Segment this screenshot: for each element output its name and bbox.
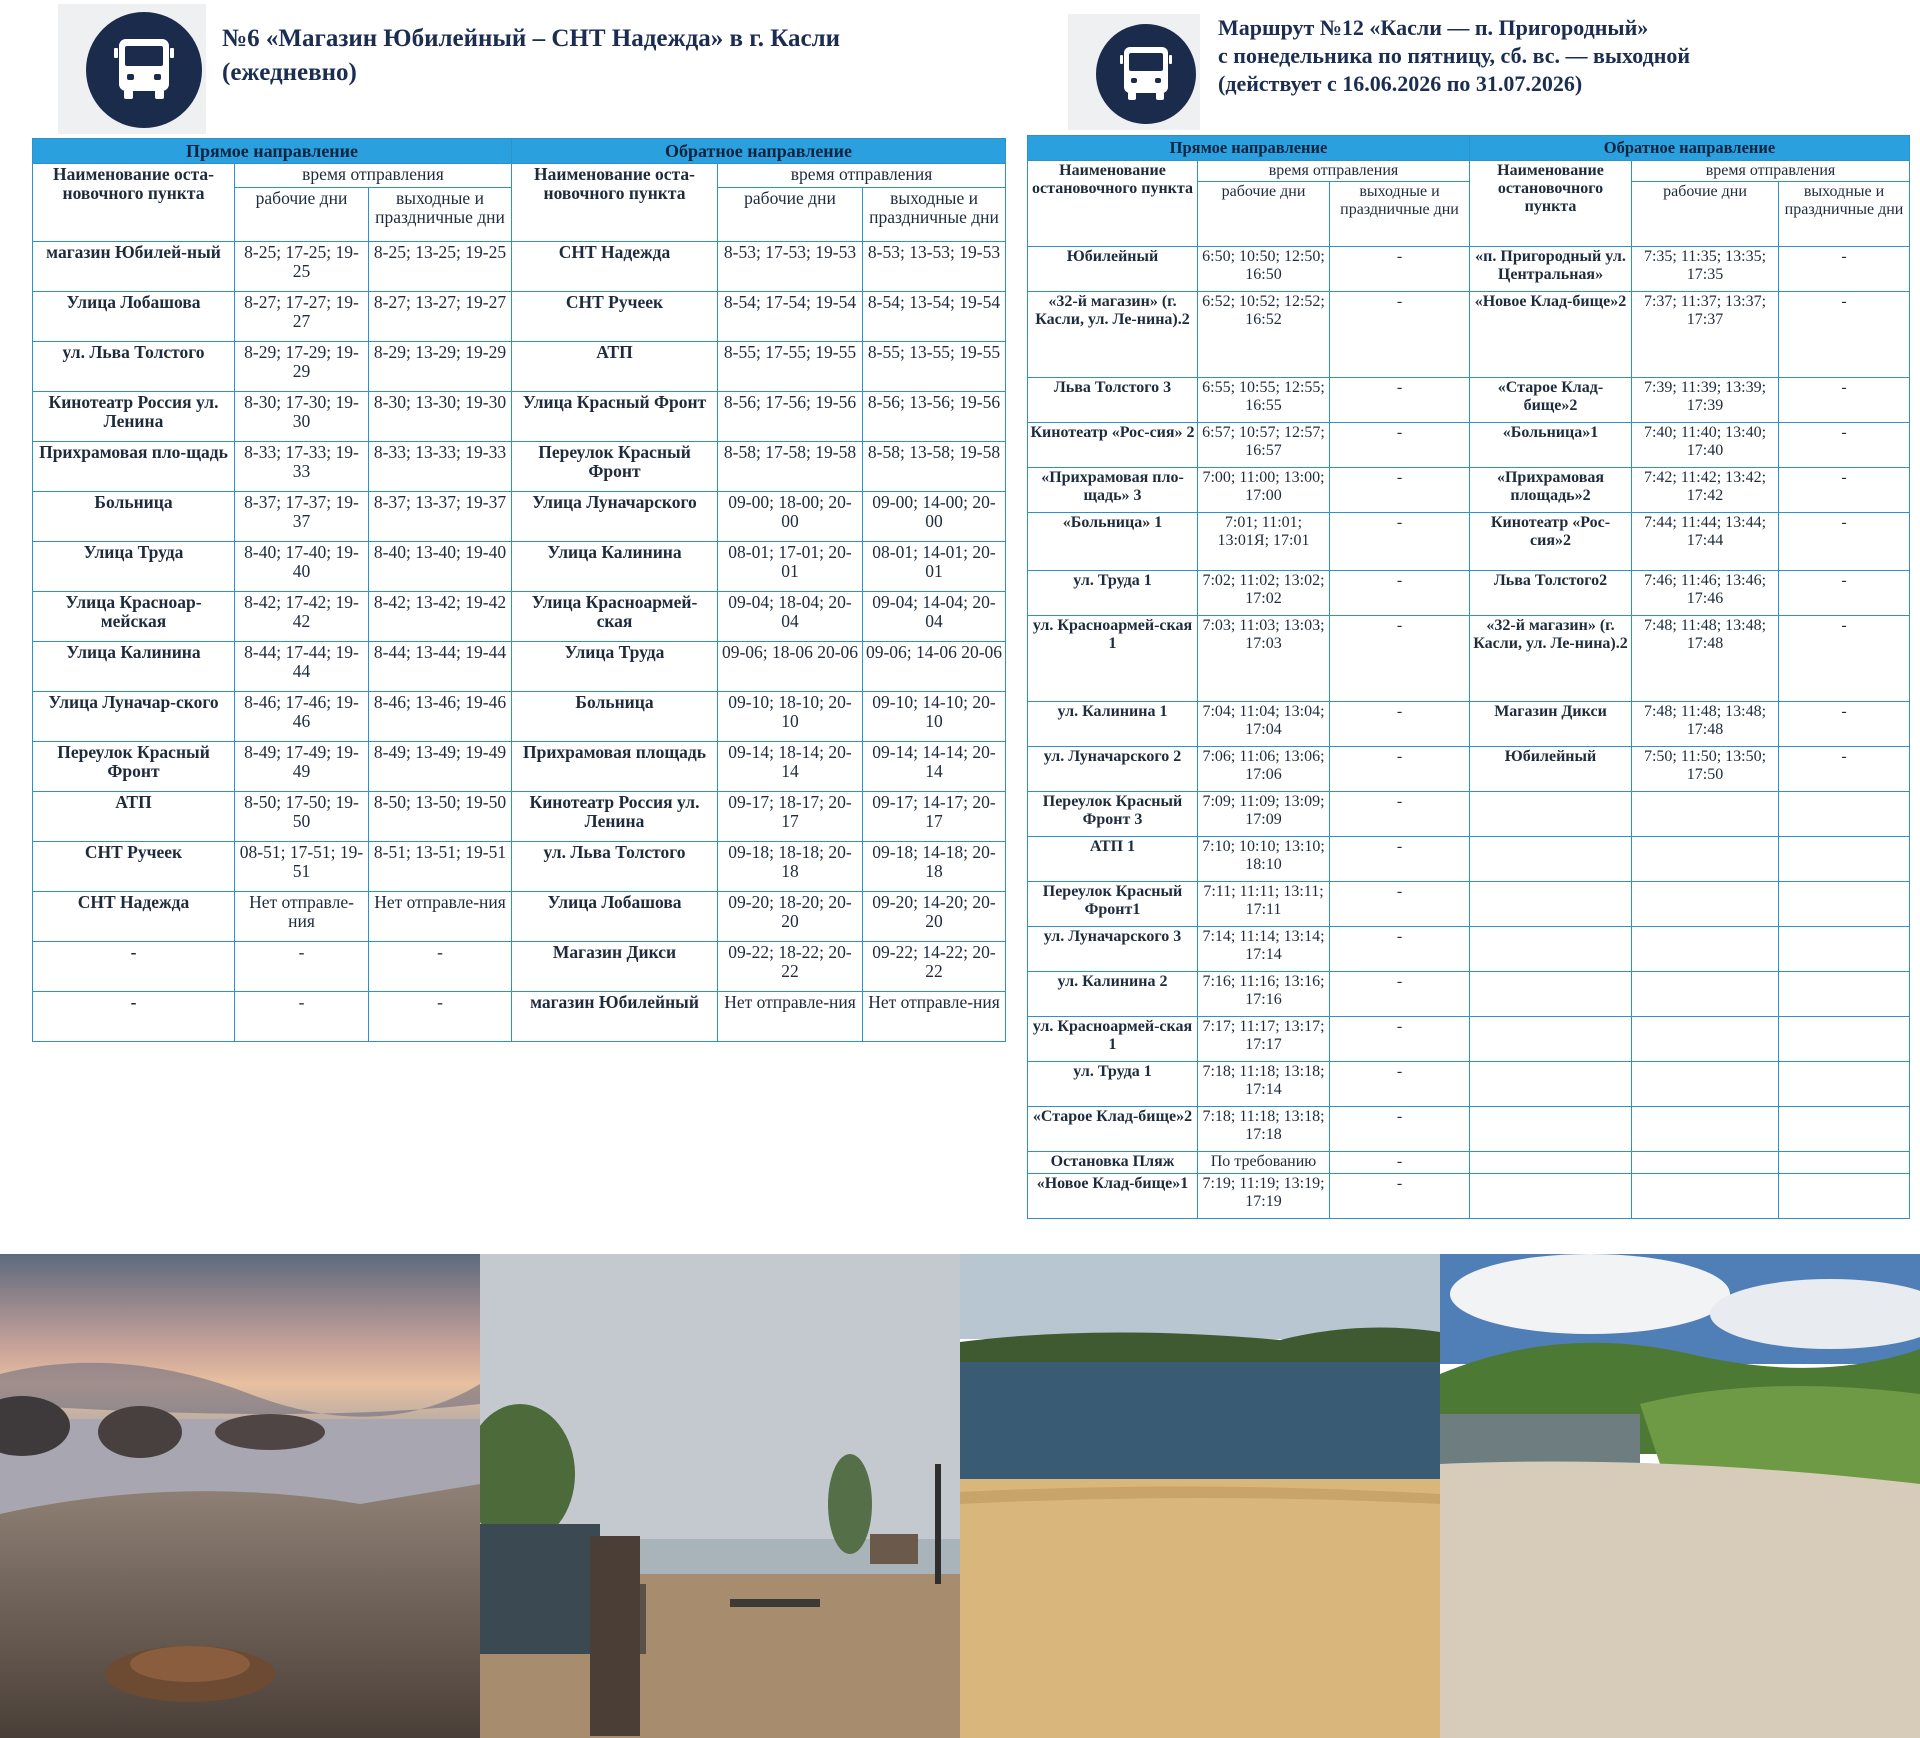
schedule-row: [1028, 747, 1910, 792]
forward-workdays-cell: 7:18; 11:18; 13:18; 17:18: [1198, 1107, 1330, 1152]
forward-weekends-cell: 8-51; 13-51; 19-51: [369, 842, 512, 892]
forward-workdays-cell: 8-29; 17-29; 19-29: [235, 342, 369, 392]
backward-workdays-cell: 7:48; 11:48; 13:48; 17:48: [1632, 702, 1779, 747]
forward-workdays-cell: 8-37; 17-37; 19-37: [235, 492, 369, 542]
forward-stop-cell: Переулок Красный Фронт: [33, 742, 235, 792]
forward-weekends-cell: -: [1330, 882, 1470, 927]
backward-weekends-cell: [1779, 1017, 1910, 1062]
forward-weekends-cell: -: [1330, 1062, 1470, 1107]
schedule-row: [33, 842, 1006, 892]
backward-workdays-cell: 09-22; 18-22; 20-22: [718, 942, 863, 992]
forward-stop-cell: ул. Калинина 1: [1028, 702, 1198, 747]
backward-weekends-cell: 09-10; 14-10; 20-10: [863, 692, 1006, 742]
backward-stop-cell: [1470, 792, 1632, 837]
forward-weekends-cell: -: [1330, 468, 1470, 513]
lake-sunset-photo: [0, 1254, 480, 1738]
schedule-row: [1028, 1017, 1910, 1062]
backward-stop-cell: Юбилейный: [1470, 747, 1632, 792]
forward-weekends-cell: 8-25; 13-25; 19-25: [369, 242, 512, 292]
forward-workdays-cell: По требованию: [1198, 1152, 1330, 1174]
schedule-row: [1028, 792, 1910, 837]
forward-stop-cell: Кинотеатр Россия ул. Ленина: [33, 392, 235, 442]
backward-weekends-cell: 8-56; 13-56; 19-56: [863, 392, 1006, 442]
schedule-row: [33, 992, 1006, 1042]
forward-stop-cell: СНТ Ручеек: [33, 842, 235, 892]
route12-forward-direction-header: Прямое направление: [1028, 136, 1470, 161]
route12-forward-time-header: время отправления: [1198, 161, 1470, 182]
backward-workdays-cell: 7:42; 11:42; 13:42; 17:42: [1632, 468, 1779, 513]
schedule-row: [33, 792, 1006, 842]
forward-weekends-cell: -: [1330, 837, 1470, 882]
forward-workdays-cell: 8-46; 17-46; 19-46: [235, 692, 369, 742]
route12-backward-time-header: время отправления: [1632, 161, 1910, 182]
backward-weekends-cell: 09-00; 14-00; 20-00: [863, 492, 1006, 542]
backward-weekends-cell: [1779, 792, 1910, 837]
backward-stop-cell: [1470, 927, 1632, 972]
backward-weekends-cell: 8-53; 13-53; 19-53: [863, 242, 1006, 292]
schedule-row: [1028, 513, 1910, 571]
route6-backward-direction-header: Обратное направление: [512, 139, 1006, 164]
route12-forward-weekends-header: выходные и праздничные дни: [1330, 182, 1470, 247]
route6-schedule-body: [33, 242, 1006, 1042]
backward-stop-cell: СНТ Ручеек: [512, 292, 718, 342]
forward-workdays-cell: 8-27; 17-27; 19-27: [235, 292, 369, 342]
backward-workdays-cell: 8-55; 17-55; 19-55: [718, 342, 863, 392]
backward-weekends-cell: [1779, 837, 1910, 882]
forward-stop-cell: «Больница» 1: [1028, 513, 1198, 571]
forward-stop-cell: «32-й магазин» (г. Касли, ул. Ле-нина).2: [1028, 292, 1198, 378]
backward-stop-cell: «Больница»1: [1470, 423, 1632, 468]
backward-weekends-cell: -: [1779, 513, 1910, 571]
forward-workdays-cell: Нет отправле-ния: [235, 892, 369, 942]
backward-stop-cell: АТП: [512, 342, 718, 392]
bus-icon: [1068, 14, 1200, 130]
forward-stop-cell: ул. Красноармей-ская 1: [1028, 1017, 1198, 1062]
forward-workdays-cell: 8-40; 17-40; 19-40: [235, 542, 369, 592]
route6-backward-time-header: время отправления: [718, 164, 1006, 188]
backward-weekends-cell: -: [1779, 747, 1910, 792]
schedule-row: [1028, 616, 1910, 702]
route12-title-line2: с понедельника по пятницу, сб. вс. — выходной: [1218, 43, 1691, 68]
route6-icon-box: [58, 4, 206, 134]
backward-workdays-cell: [1632, 1174, 1779, 1219]
backward-weekends-cell: -: [1779, 423, 1910, 468]
backward-weekends-cell: -: [1779, 378, 1910, 423]
route12-schedule-table: [1027, 135, 1910, 1219]
backward-weekends-cell: 09-17; 14-17; 20-17: [863, 792, 1006, 842]
forward-stop-cell: Больница: [33, 492, 235, 542]
backward-stop-cell: СНТ Надежда: [512, 242, 718, 292]
schedule-row: [1028, 1152, 1910, 1174]
schedule-row: [33, 492, 1006, 542]
forward-workdays-cell: 8-49; 17-49; 19-49: [235, 742, 369, 792]
backward-stop-cell: Магазин Дикси: [512, 942, 718, 992]
forward-weekends-cell: 8-50; 13-50; 19-50: [369, 792, 512, 842]
route12-backward-weekends-header: выходные и праздничные дни: [1779, 182, 1910, 247]
backward-weekends-cell: 09-22; 14-22; 20-22: [863, 942, 1006, 992]
backward-workdays-cell: 8-58; 17-58; 19-58: [718, 442, 863, 492]
backward-weekends-cell: -: [1779, 571, 1910, 616]
forward-workdays-cell: 7:19; 11:19; 13:19; 17:19: [1198, 1174, 1330, 1219]
forward-weekends-cell: 8-29; 13-29; 19-29: [369, 342, 512, 392]
backward-weekends-cell: [1779, 1062, 1910, 1107]
backward-stop-cell: Кинотеатр Россия ул. Ленина: [512, 792, 718, 842]
backward-stop-cell: «Старое Клад-бище»2: [1470, 378, 1632, 423]
backward-weekends-cell: -: [1779, 616, 1910, 702]
route6-backward-workdays-header: рабочие дни: [718, 188, 863, 242]
forward-weekends-cell: 8-30; 13-30; 19-30: [369, 392, 512, 442]
forward-stop-cell: -: [33, 942, 235, 992]
schedule-row: [33, 442, 1006, 492]
backward-workdays-cell: 08-01; 17-01; 20-01: [718, 542, 863, 592]
backward-stop-cell: Больница: [512, 692, 718, 742]
schedule-row: [1028, 468, 1910, 513]
backward-weekends-cell: 8-54; 13-54; 19-54: [863, 292, 1006, 342]
schedule-row: [33, 542, 1006, 592]
schedule-row: [1028, 1107, 1910, 1152]
backward-stop-cell: Улица Лобашова: [512, 892, 718, 942]
forward-stop-cell: Улица Красноар-мейская: [33, 592, 235, 642]
route12-backward-stop-column-header: Наименование остановочного пункта: [1470, 161, 1632, 247]
river-bank-photo: [1440, 1254, 1920, 1738]
forward-weekends-cell: -: [1330, 927, 1470, 972]
backward-workdays-cell: 7:50; 11:50; 13:50; 17:50: [1632, 747, 1779, 792]
forward-weekends-cell: -: [1330, 292, 1470, 378]
backward-stop-cell: [1470, 1152, 1632, 1174]
forward-stop-cell: Улица Лобашова: [33, 292, 235, 342]
backward-weekends-cell: -: [1779, 468, 1910, 513]
backward-stop-cell: Льва Толстого2: [1470, 571, 1632, 616]
forward-stop-cell: «Прихрамовая пло-щадь» 3: [1028, 468, 1198, 513]
route12-title: [1218, 14, 1918, 98]
forward-weekends-cell: 8-44; 13-44; 19-44: [369, 642, 512, 692]
backward-weekends-cell: -: [1779, 292, 1910, 378]
route12-schedule-body: [1028, 247, 1910, 1219]
forward-weekends-cell: -: [1330, 423, 1470, 468]
forward-stop-cell: Переулок Красный Фронт 3: [1028, 792, 1198, 837]
route6-forward-weekends-header: выходные и праздничные дни: [369, 188, 512, 242]
backward-workdays-cell: [1632, 1152, 1779, 1174]
forward-workdays-cell: -: [235, 992, 369, 1042]
backward-stop-cell: «п. Пригородный ул. Центральная»: [1470, 247, 1632, 292]
bus-icon: [58, 4, 206, 134]
backward-stop-cell: [1470, 882, 1632, 927]
schedule-row: [1028, 972, 1910, 1017]
route12-forward-stop-column-header: Наименование остановочного пункта: [1028, 161, 1198, 247]
forward-weekends-cell: -: [369, 992, 512, 1042]
beach-area-photo: [480, 1254, 960, 1738]
route6-title-line1: №6 «Магазин Юбилейный – СНТ Надежда» в г. Касли: [222, 25, 841, 52]
backward-stop-cell: Переулок Красный Фронт: [512, 442, 718, 492]
forward-stop-cell: Улица Луначар-ского: [33, 692, 235, 742]
forward-weekends-cell: 8-27; 13-27; 19-27: [369, 292, 512, 342]
forward-stop-cell: Переулок Красный Фронт1: [1028, 882, 1198, 927]
forward-workdays-cell: 7:18; 11:18; 13:18; 17:14: [1198, 1062, 1330, 1107]
backward-weekends-cell: 09-20; 14-20; 20-20: [863, 892, 1006, 942]
forward-weekends-cell: -: [1330, 972, 1470, 1017]
forward-weekends-cell: -: [1330, 247, 1470, 292]
schedule-row: [1028, 247, 1910, 292]
backward-stop-cell: Улица Труда: [512, 642, 718, 692]
forward-workdays-cell: 08-51; 17-51; 19-51: [235, 842, 369, 892]
backward-workdays-cell: 7:48; 11:48; 13:48; 17:48: [1632, 616, 1779, 702]
schedule-row: [33, 592, 1006, 642]
forward-weekends-cell: -: [1330, 1174, 1470, 1219]
schedule-row: [33, 942, 1006, 992]
backward-workdays-cell: 7:35; 11:35; 13:35; 17:35: [1632, 247, 1779, 292]
schedule-row: [1028, 882, 1910, 927]
backward-stop-cell: «Прихрамовая площадь»2: [1470, 468, 1632, 513]
backward-workdays-cell: 09-10; 18-10; 20-10: [718, 692, 863, 742]
forward-workdays-cell: 7:00; 11:00; 13:00; 17:00: [1198, 468, 1330, 513]
backward-stop-cell: Улица Красноармей-ская: [512, 592, 718, 642]
schedule-row: [1028, 378, 1910, 423]
backward-weekends-cell: Нет отправле-ния: [863, 992, 1006, 1042]
schedule-row: [1028, 571, 1910, 616]
backward-workdays-cell: [1632, 1062, 1779, 1107]
schedule-row: [1028, 1174, 1910, 1219]
forward-workdays-cell: 7:16; 11:16; 13:16; 17:16: [1198, 972, 1330, 1017]
backward-workdays-cell: 09-14; 18-14; 20-14: [718, 742, 863, 792]
forward-workdays-cell: 8-33; 17-33; 19-33: [235, 442, 369, 492]
route12-title-line1: Маршрут №12 «Касли — п. Пригородный»: [1218, 15, 1649, 40]
forward-stop-cell: АТП 1: [1028, 837, 1198, 882]
route6-title: [222, 22, 962, 90]
backward-stop-cell: [1470, 1062, 1632, 1107]
forward-workdays-cell: 7:14; 11:14; 13:14; 17:14: [1198, 927, 1330, 972]
forward-stop-cell: -: [33, 992, 235, 1042]
backward-stop-cell: «32-й магазин» (г. Касли, ул. Ле-нина).2: [1470, 616, 1632, 702]
forward-stop-cell: Кинотеатр «Рос-сия» 2: [1028, 423, 1198, 468]
route6-forward-stop-column-header: Наименование оста-новочного пункта: [33, 164, 235, 242]
forward-stop-cell: ул. Калинина 2: [1028, 972, 1198, 1017]
forward-stop-cell: Льва Толстого 3: [1028, 378, 1198, 423]
forward-workdays-cell: 7:09; 11:09; 13:09; 17:09: [1198, 792, 1330, 837]
forward-workdays-cell: 6:57; 10:57; 12:57; 16:57: [1198, 423, 1330, 468]
backward-weekends-cell: 09-04; 14-04; 20-04: [863, 592, 1006, 642]
backward-workdays-cell: [1632, 1107, 1779, 1152]
forward-workdays-cell: 8-42; 17-42; 19-42: [235, 592, 369, 642]
backward-workdays-cell: [1632, 792, 1779, 837]
schedule-row: [33, 242, 1006, 292]
schedule-row: [33, 892, 1006, 942]
backward-workdays-cell: 8-53; 17-53; 19-53: [718, 242, 863, 292]
forward-workdays-cell: 7:01; 11:01; 13:01Я; 17:01: [1198, 513, 1330, 571]
schedule-row: [33, 742, 1006, 792]
schedule-row: [33, 342, 1006, 392]
route12-backward-workdays-header: рабочие дни: [1632, 182, 1779, 247]
forward-weekends-cell: -: [1330, 378, 1470, 423]
forward-workdays-cell: 7:11; 11:11; 13:11; 17:11: [1198, 882, 1330, 927]
backward-weekends-cell: [1779, 1174, 1910, 1219]
forward-weekends-cell: -: [1330, 1017, 1470, 1062]
backward-stop-cell: [1470, 1107, 1632, 1152]
forward-stop-cell: Улица Труда: [33, 542, 235, 592]
backward-weekends-cell: 09-06; 14-06 20-06: [863, 642, 1006, 692]
backward-stop-cell: Улица Калинина: [512, 542, 718, 592]
backward-workdays-cell: [1632, 837, 1779, 882]
forward-weekends-cell: -: [1330, 747, 1470, 792]
forward-workdays-cell: 8-44; 17-44; 19-44: [235, 642, 369, 692]
forward-workdays-cell: 7:02; 11:02; 13:02; 17:02: [1198, 571, 1330, 616]
forward-stop-cell: ул. Красноармей-ская 1: [1028, 616, 1198, 702]
backward-stop-cell: [1470, 972, 1632, 1017]
backward-stop-cell: Улица Красный Фронт: [512, 392, 718, 442]
forward-stop-cell: Улица Калинина: [33, 642, 235, 692]
backward-weekends-cell: [1779, 1152, 1910, 1174]
backward-workdays-cell: [1632, 882, 1779, 927]
backward-stop-cell: Улица Луначарского: [512, 492, 718, 542]
schedule-row: [1028, 927, 1910, 972]
forward-stop-cell: ул. Луначарского 3: [1028, 927, 1198, 972]
backward-stop-cell: [1470, 1017, 1632, 1062]
forward-workdays-cell: 7:17; 11:17; 13:17; 17:17: [1198, 1017, 1330, 1062]
route6-title-line2: (ежедневно): [222, 59, 357, 86]
route6-backward-weekends-header: выходные и праздничные дни: [863, 188, 1006, 242]
route12-title-line3: (действует с 16.06.2026 по 31.07.2026): [1218, 71, 1583, 96]
backward-workdays-cell: 7:37; 11:37; 13:37; 17:37: [1632, 292, 1779, 378]
forward-workdays-cell: 7:10; 10:10; 13:10; 18:10: [1198, 837, 1330, 882]
backward-workdays-cell: 09-00; 18-00; 20-00: [718, 492, 863, 542]
forward-weekends-cell: 8-37; 13-37; 19-37: [369, 492, 512, 542]
backward-workdays-cell: 09-20; 18-20; 20-20: [718, 892, 863, 942]
forward-stop-cell: магазин Юбилей-ный: [33, 242, 235, 292]
forward-stop-cell: СНТ Надежда: [33, 892, 235, 942]
backward-workdays-cell: 7:39; 11:39; 13:39; 17:39: [1632, 378, 1779, 423]
forward-stop-cell: АТП: [33, 792, 235, 842]
forward-stop-cell: «Новое Клад-бище»1: [1028, 1174, 1198, 1219]
forward-workdays-cell: 8-25; 17-25; 19-25: [235, 242, 369, 292]
backward-weekends-cell: [1779, 1107, 1910, 1152]
schedule-row: [33, 292, 1006, 342]
forward-weekends-cell: -: [1330, 616, 1470, 702]
backward-workdays-cell: 09-04; 18-04; 20-04: [718, 592, 863, 642]
forward-workdays-cell: 6:52; 10:52; 12:52; 16:52: [1198, 292, 1330, 378]
forward-workdays-cell: 8-50; 17-50; 19-50: [235, 792, 369, 842]
forward-weekends-cell: Нет отправле-ния: [369, 892, 512, 942]
backward-workdays-cell: 09-06; 18-06 20-06: [718, 642, 863, 692]
route6-forward-time-header: время отправления: [235, 164, 512, 188]
schedule-row: [33, 642, 1006, 692]
forward-weekends-cell: 8-40; 13-40; 19-40: [369, 542, 512, 592]
route6-forward-direction-header: Прямое направление: [33, 139, 512, 164]
backward-weekends-cell: -: [1779, 702, 1910, 747]
backward-workdays-cell: 8-54; 17-54; 19-54: [718, 292, 863, 342]
backward-weekends-cell: [1779, 972, 1910, 1017]
schedule-row: [1028, 292, 1910, 378]
forward-workdays-cell: 6:50; 10:50; 12:50; 16:50: [1198, 247, 1330, 292]
forward-stop-cell: ул. Труда 1: [1028, 571, 1198, 616]
backward-workdays-cell: [1632, 927, 1779, 972]
backward-workdays-cell: 7:40; 11:40; 13:40; 17:40: [1632, 423, 1779, 468]
backward-workdays-cell: Нет отправле-ния: [718, 992, 863, 1042]
backward-weekends-cell: 8-55; 13-55; 19-55: [863, 342, 1006, 392]
schedule-row: [1028, 702, 1910, 747]
forward-weekends-cell: -: [1330, 513, 1470, 571]
forward-weekends-cell: 8-33; 13-33; 19-33: [369, 442, 512, 492]
schedule-row: [1028, 423, 1910, 468]
forward-weekends-cell: -: [1330, 792, 1470, 837]
route12-forward-workdays-header: рабочие дни: [1198, 182, 1330, 247]
backward-weekends-cell: 09-18; 14-18; 20-18: [863, 842, 1006, 892]
route12-backward-direction-header: Обратное направление: [1470, 136, 1910, 161]
backward-stop-cell: магазин Юбилейный: [512, 992, 718, 1042]
forward-stop-cell: Юбилейный: [1028, 247, 1198, 292]
forward-stop-cell: «Старое Клад-бище»2: [1028, 1107, 1198, 1152]
backward-weekends-cell: [1779, 882, 1910, 927]
forward-workdays-cell: -: [235, 942, 369, 992]
backward-workdays-cell: [1632, 972, 1779, 1017]
schedule-row: [33, 692, 1006, 742]
backward-weekends-cell: 09-14; 14-14; 20-14: [863, 742, 1006, 792]
backward-stop-cell: ул. Льва Толстого: [512, 842, 718, 892]
route6-forward-workdays-header: рабочие дни: [235, 188, 369, 242]
backward-workdays-cell: 09-18; 18-18; 20-18: [718, 842, 863, 892]
forward-stop-cell: ул. Льва Толстого: [33, 342, 235, 392]
schedule-row: [33, 392, 1006, 442]
forward-workdays-cell: 7:03; 11:03; 13:03; 17:03: [1198, 616, 1330, 702]
backward-workdays-cell: 09-17; 18-17; 20-17: [718, 792, 863, 842]
backward-weekends-cell: 8-58; 13-58; 19-58: [863, 442, 1006, 492]
backward-workdays-cell: 8-56; 17-56; 19-56: [718, 392, 863, 442]
forward-weekends-cell: 8-46; 13-46; 19-46: [369, 692, 512, 742]
forward-stop-cell: ул. Луначарского 2: [1028, 747, 1198, 792]
backward-workdays-cell: 7:46; 11:46; 13:46; 17:46: [1632, 571, 1779, 616]
forward-workdays-cell: 8-30; 17-30; 19-30: [235, 392, 369, 442]
forward-stop-cell: Прихрамовая пло-щадь: [33, 442, 235, 492]
schedule-row: [1028, 1062, 1910, 1107]
backward-stop-cell: Кинотеатр «Рос-сия»2: [1470, 513, 1632, 571]
backward-weekends-cell: [1779, 927, 1910, 972]
backward-stop-cell: Магазин Дикси: [1470, 702, 1632, 747]
forward-stop-cell: Остановка Пляж: [1028, 1152, 1198, 1174]
forward-weekends-cell: -: [1330, 702, 1470, 747]
backward-weekends-cell: -: [1779, 247, 1910, 292]
backward-stop-cell: [1470, 1174, 1632, 1219]
forward-stop-cell: ул. Труда 1: [1028, 1062, 1198, 1107]
backward-stop-cell: Прихрамовая площадь: [512, 742, 718, 792]
backward-weekends-cell: 08-01; 14-01; 20-01: [863, 542, 1006, 592]
forward-weekends-cell: 8-42; 13-42; 19-42: [369, 592, 512, 642]
sand-lake-photo: [960, 1254, 1440, 1738]
route12-icon-box: [1068, 14, 1200, 130]
forward-weekends-cell: -: [1330, 571, 1470, 616]
route6-backward-stop-column-header: Наименование оста-новочного пункта: [512, 164, 718, 242]
forward-weekends-cell: -: [1330, 1152, 1470, 1174]
schedule-row: [1028, 837, 1910, 882]
forward-workdays-cell: 6:55; 10:55; 12:55; 16:55: [1198, 378, 1330, 423]
forward-weekends-cell: -: [369, 942, 512, 992]
forward-workdays-cell: 7:04; 11:04; 13:04; 17:04: [1198, 702, 1330, 747]
backward-stop-cell: «Новое Клад-бище»2: [1470, 292, 1632, 378]
forward-weekends-cell: 8-49; 13-49; 19-49: [369, 742, 512, 792]
route6-schedule-table: [32, 138, 1006, 1042]
backward-workdays-cell: [1632, 1017, 1779, 1062]
forward-weekends-cell: -: [1330, 1107, 1470, 1152]
forward-workdays-cell: 7:06; 11:06; 13:06; 17:06: [1198, 747, 1330, 792]
backward-workdays-cell: 7:44; 11:44; 13:44; 17:44: [1632, 513, 1779, 571]
backward-stop-cell: [1470, 837, 1632, 882]
